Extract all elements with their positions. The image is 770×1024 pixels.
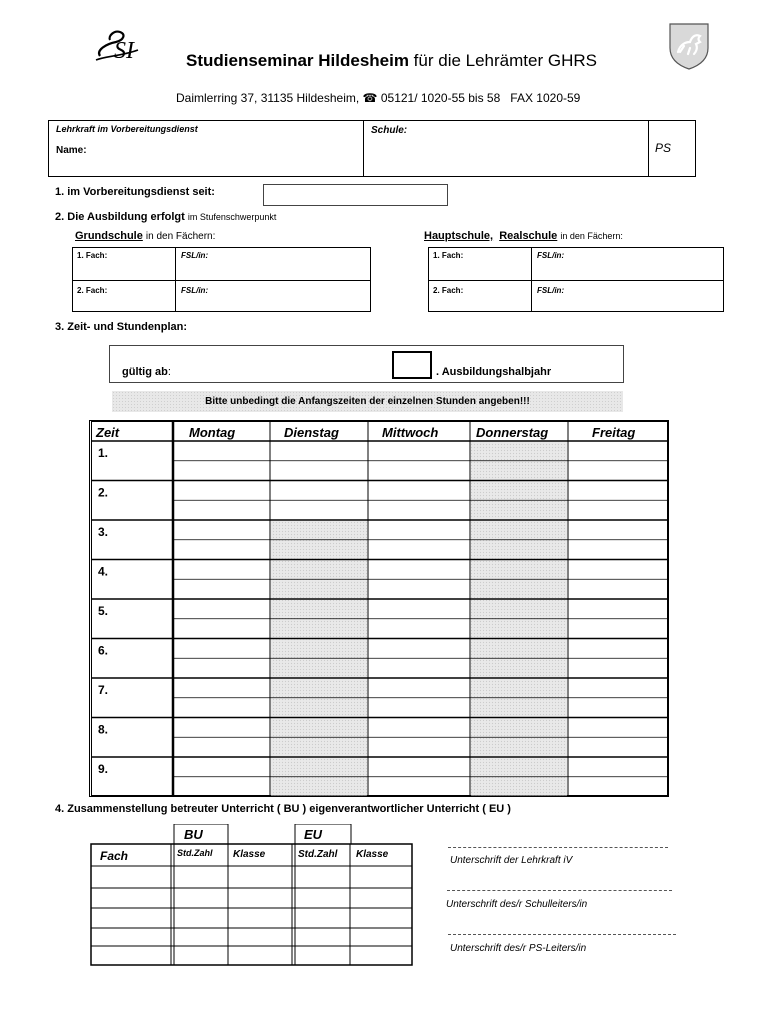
timetable-cell[interactable] (568, 599, 668, 619)
timetable-cell[interactable] (470, 500, 568, 520)
timetable-cell[interactable] (270, 599, 368, 619)
timetable-cell[interactable] (173, 441, 270, 461)
lessons-table (90, 824, 415, 966)
timetable-cell[interactable] (173, 737, 270, 757)
trainee-info-box (48, 120, 696, 177)
grundschule-heading (75, 230, 215, 242)
timetable-header-donnerstag: Donnerstag (476, 425, 549, 440)
timetable-cell[interactable] (368, 560, 470, 580)
timetable-cell[interactable] (173, 718, 270, 738)
timetable-cell[interactable] (368, 639, 470, 659)
hr-fach2-label: 2. Fach: (433, 286, 464, 295)
bu-klasse-header: Klasse (233, 849, 266, 860)
timetable-cell[interactable] (568, 678, 668, 698)
timetable-cell[interactable] (568, 737, 668, 757)
period-label: 1. (98, 446, 109, 460)
timetable-cell[interactable] (368, 718, 470, 738)
grundschule-label: Grundschule (75, 230, 143, 242)
timetable-cell[interactable] (470, 718, 568, 738)
timetable-cell[interactable] (173, 678, 270, 698)
timetable-cell[interactable] (173, 560, 270, 580)
period-label: 5. (98, 604, 109, 618)
timetable-cell[interactable] (368, 461, 470, 481)
phone: 05121/ 1020-55 bis 58 (380, 91, 501, 105)
timetable-cell[interactable] (470, 737, 568, 757)
section3-heading (55, 321, 187, 333)
hauptschule-label: Hauptschule, (424, 230, 494, 242)
timetable-header-zeit: Zeit (96, 425, 120, 440)
timetable-cell[interactable] (368, 777, 470, 796)
period-label: 2. (98, 485, 109, 500)
timetable-header-freitag: Freitag (592, 425, 636, 440)
section3-label: Zeit- und Stundenplan: (67, 321, 188, 333)
hr-subjects (428, 247, 724, 312)
halbjahr-field[interactable] (392, 351, 432, 379)
period-label: 8. (98, 722, 109, 737)
timetable-cell[interactable] (470, 560, 568, 580)
period-label: 4. (98, 564, 109, 579)
hr-fsl2-label: FSL/in: (537, 286, 565, 295)
timetable-cell[interactable] (270, 718, 368, 738)
timetable-cell[interactable] (568, 698, 668, 718)
timetable-cell[interactable] (368, 658, 470, 678)
halbjahr-label: . Ausbildungshalbjahr (436, 366, 552, 378)
eu-klasse-header: Klasse (356, 849, 389, 860)
name-field[interactable] (109, 139, 359, 169)
signature-label-2: Unterschrift des/r Schulleiters/in (446, 899, 588, 910)
timetable-cell[interactable] (173, 658, 270, 678)
period-label: 6. (98, 643, 109, 658)
timetable-cell[interactable] (568, 441, 668, 461)
timetable-cell[interactable] (173, 757, 270, 777)
timetable-cell[interactable] (173, 520, 270, 540)
timetable-cell[interactable] (470, 441, 568, 461)
timetable-cell[interactable] (270, 441, 368, 461)
page-title (186, 51, 597, 71)
timetable-cell[interactable] (368, 599, 470, 619)
signature-line-1[interactable] (448, 847, 668, 848)
timetable-cell[interactable] (470, 698, 568, 718)
grundschule-subjects (72, 247, 371, 312)
section2-num: 2. (55, 211, 65, 223)
timetable-cell[interactable] (368, 698, 470, 718)
section2-sub: im Stufenschwerpunkt (187, 212, 277, 222)
timetable-cell[interactable] (368, 678, 470, 698)
timetable-cell[interactable] (368, 579, 470, 599)
timetable-cell[interactable] (270, 737, 368, 757)
name-label: Name: (56, 145, 87, 156)
timetable-cell[interactable] (368, 441, 470, 461)
seminar-logo (92, 26, 146, 66)
hr-fach1-label: 1. Fach: (433, 251, 464, 260)
section1-label: 1. im Vorbereitungsdienst seit: (55, 186, 215, 198)
timetable-cell[interactable] (368, 619, 470, 639)
lehrkraft-label: Lehrkraft im Vorbereitungsdienst (56, 124, 198, 134)
logo-text: SI (114, 38, 134, 64)
timetable-cell[interactable] (173, 500, 270, 520)
period-label: 9. (98, 762, 109, 776)
timetable-cell[interactable] (270, 520, 368, 540)
timetable-cell[interactable] (470, 599, 568, 619)
timetable-cell[interactable] (368, 481, 470, 501)
gueltig-colon: : (167, 366, 171, 378)
section3-num: 3. (55, 321, 65, 333)
eu-label: EU (304, 827, 323, 842)
timetable-cell[interactable] (270, 619, 368, 639)
signature-label-3: Unterschrift des/r PS-Leiters/in (450, 943, 587, 954)
timetable-cell[interactable] (568, 579, 668, 599)
timetable-cell[interactable] (270, 678, 368, 698)
timetable-cell[interactable] (368, 520, 470, 540)
signature-line-3[interactable] (448, 934, 676, 935)
period-label: 3. (98, 525, 109, 539)
gueltig-label: gültig ab (122, 366, 168, 378)
timetable-cell[interactable] (568, 560, 668, 580)
period-label: 7. (98, 683, 109, 697)
timetable-cell[interactable] (173, 481, 270, 501)
timetable-header-dienstag: Dienstag (284, 425, 339, 440)
section2-heading (55, 211, 276, 223)
timetable-cell[interactable] (270, 639, 368, 659)
eu-stdzahl-header: Std.Zahl (298, 849, 338, 860)
timetable-cell[interactable] (470, 658, 568, 678)
start-times-notice: Bitte unbedingt die Anfangszeiten der einzelnen Stunden angeben!!! (112, 391, 623, 412)
timetable-cell[interactable] (470, 540, 568, 560)
title-rest: für die Lehrämter GHRS (408, 51, 597, 70)
timetable-cell[interactable] (568, 757, 668, 777)
timetable-cell[interactable] (568, 777, 668, 796)
timetable-cell[interactable] (470, 678, 568, 698)
fach-header: Fach (100, 849, 129, 863)
grundschule-suffix: in den Fächern: (145, 231, 216, 242)
hr-fsl1-label: FSL/in: (537, 251, 565, 260)
timetable-cell[interactable] (173, 698, 270, 718)
timetable-cell[interactable] (568, 658, 668, 678)
signature-label-1: Unterschrift der Lehrkraft iV (450, 855, 573, 866)
timetable-cell[interactable] (568, 481, 668, 501)
timetable-cell[interactable] (368, 500, 470, 520)
timetable-cell[interactable] (173, 461, 270, 481)
start-date-field[interactable] (263, 184, 448, 206)
timetable (89, 420, 669, 797)
lessons-table-border (91, 844, 412, 965)
timetable-cell[interactable] (270, 461, 368, 481)
fsl2-label: FSL/in: (181, 286, 209, 295)
bu-label: BU (184, 827, 203, 842)
timetable-cell[interactable] (470, 619, 568, 639)
timetable-cell[interactable] (173, 599, 270, 619)
timetable-header-mittwoch: Mittwoch (382, 425, 439, 440)
timetable-cell[interactable] (173, 777, 270, 796)
validity-box (109, 345, 624, 383)
timetable-cell[interactable] (270, 481, 368, 501)
timetable-cell[interactable] (568, 540, 668, 560)
schule-label: Schule: (371, 125, 408, 136)
timetable-cell[interactable] (368, 540, 470, 560)
timetable-cell[interactable] (173, 639, 270, 659)
timetable-cell[interactable] (368, 737, 470, 757)
timetable-cell[interactable] (173, 540, 270, 560)
timetable-cell[interactable] (270, 560, 368, 580)
timetable-cell[interactable] (470, 757, 568, 777)
title-bold: Studienseminar Hildesheim (186, 51, 409, 70)
gueltig-row (122, 366, 171, 378)
hr-heading (424, 230, 623, 242)
timetable-cell[interactable] (270, 777, 368, 796)
timetable-cell[interactable] (173, 579, 270, 599)
schule-field[interactable] (369, 139, 641, 173)
section4-label: 4. Zusammenstellung betreuter Unterricht ( BU ) eigenverantwortlicher Unterricht ( EU ) (55, 803, 511, 815)
fach1-label-top: 1. Fach: (77, 251, 108, 260)
timetable-cell[interactable] (270, 698, 368, 718)
fax: FAX 1020-59 (510, 91, 581, 105)
phone-icon: ☎ (362, 91, 378, 105)
timetable-cell[interactable] (568, 461, 668, 481)
timetable-cell[interactable] (568, 639, 668, 659)
timetable-cell[interactable] (270, 500, 368, 520)
timetable-cell[interactable] (568, 718, 668, 738)
signature-line-2[interactable] (447, 890, 672, 891)
realschule-label: Realschule (499, 230, 558, 242)
timetable-cell[interactable] (270, 579, 368, 599)
ps-label: PS (655, 141, 672, 155)
timetable-cell[interactable] (270, 540, 368, 560)
timetable-cell[interactable] (470, 461, 568, 481)
timetable-cell[interactable] (568, 619, 668, 639)
timetable-cell[interactable] (270, 658, 368, 678)
coat-of-arms (668, 22, 710, 70)
timetable-cell[interactable] (173, 619, 270, 639)
timetable-cell[interactable] (568, 520, 668, 540)
fach1-label: 2. Fach: (77, 286, 108, 295)
timetable-header-montag: Montag (189, 425, 236, 440)
timetable-cell[interactable] (470, 520, 568, 540)
section2-label: Die Ausbildung erfolgt (67, 211, 185, 223)
hr-suffix: in den Fächern: (560, 231, 623, 241)
fsl1-label: FSL/in: (181, 251, 209, 260)
bu-stdzahl-header: Std.Zahl (177, 848, 213, 858)
timetable-cell[interactable] (470, 579, 568, 599)
address: Daimlerring 37, 31135 Hildesheim, (176, 91, 360, 105)
timetable-cell[interactable] (470, 639, 568, 659)
timetable-cell[interactable] (568, 500, 668, 520)
timetable-cell[interactable] (470, 481, 568, 501)
address-line (176, 91, 580, 105)
timetable-cell[interactable] (470, 777, 568, 796)
timetable-cell[interactable] (368, 757, 470, 777)
timetable-cell[interactable] (270, 757, 368, 777)
